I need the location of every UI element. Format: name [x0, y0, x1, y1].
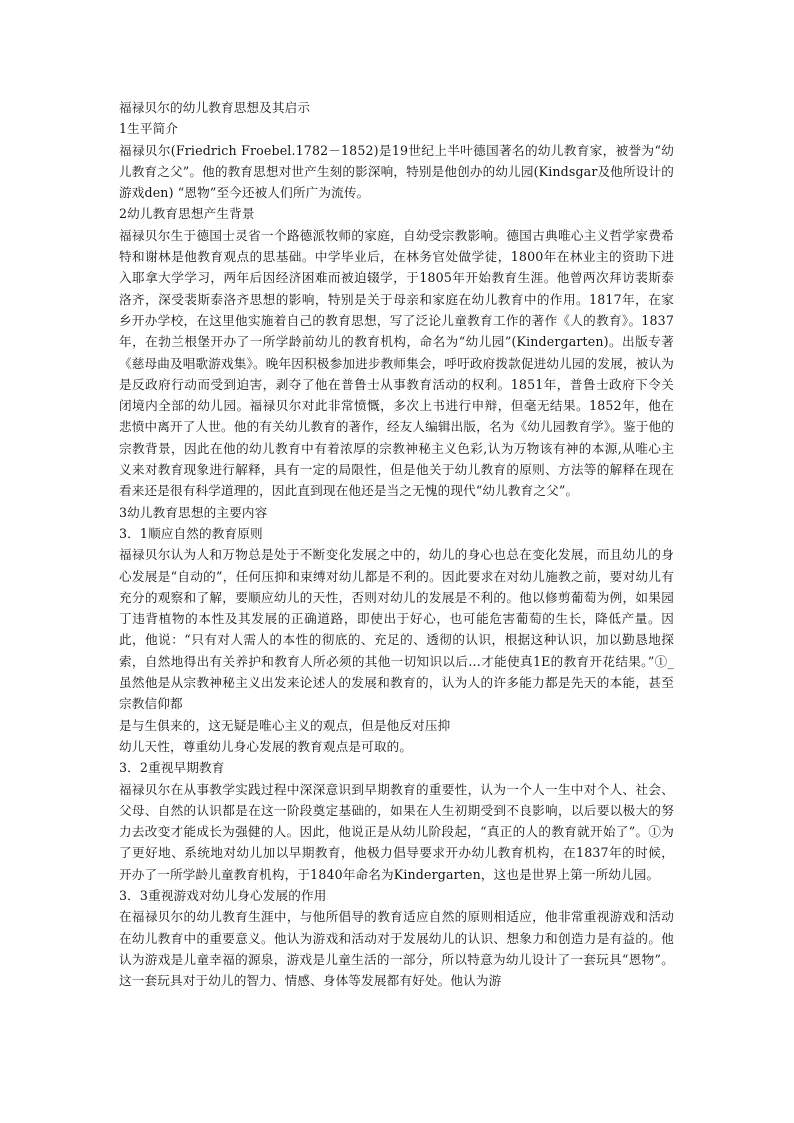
section-heading-background: 2幼儿教育思想产生背景: [119, 206, 255, 222]
section-heading-main-content: 3幼儿教育思想的主要内容: [119, 504, 268, 520]
biography-paragraph: 福禄贝尔(Friedrich Froebel.1782－1852)是19世纪上半叶德国著名的幼儿教育家，被誉为“幼儿教育之父”。他的教育思想对世产生刻的影深响，特别是他创办的幼儿园(Kindsgar及他所设计的游戏den) “恩物”至今还被人们所广为流传。: [119, 142, 674, 201]
section-heading-biography: 1生平简介: [119, 121, 179, 137]
subsection-heading-natural-principle: 3．1顺应自然的教育原则: [119, 525, 263, 541]
background-paragraph: 福禄贝尔生于德国士灵省一个路德派牧师的家庭，自幼受宗教影响。德国古典唯心主义哲学家费希特和谢林是他教育观点的思基础。中学毕业后，在林务官处做学徒，1800年在林业主的资助下进入耶拿大学学习，两年后因经济困难而被迫辍学，于1805年开始教育生涯。他曾两次拜访裴斯泰洛齐，深受裴斯泰洛齐思想的影响，特别是关于母亲和家庭在幼儿教育中的作用。1817年，在家乡开办学校，在这里他实施着自己的教育思想，写了泛论儿童教育工作的著作《人的教育》。1837年，在勃兰根堡开办了一所学龄前幼儿的教育机构，命名为“幼儿园”(Kindergarten)。出版专著《慈母曲及唱歌游戏集》。晚年因积极参加进步教师集会，呼吁政府拨款促进幼儿园的发展，被认为是反政府行动而受到迫害，剥夺了他在普鲁士从事教育活动的权利。1851年，普鲁士政府下令关闭境内全部的幼儿园。福禄贝尔对此非常愤慨，多次上书进行申辩，但毫无结果。1852年，他在悲愤中离开了人世。他的有关幼儿教育的著作，经友人编辑出版，名为《幼儿园教育学》。鉴于他的宗教背景，因此在他的幼儿教育中有着浓厚的宗教神秘主义色彩,认为万物该有神的本源,从唯心主义来对教育现象进行解释，具有一定的局限性，但是他关于幼儿教育的原则、方法等的解释在现在看来还是很有科学道理的，因此直到现在他还是当之无愧的现代“幼儿教育之父”。: [119, 227, 674, 499]
early-education-paragraph: 福禄贝尔在从事教学实践过程中深深意识到早期教育的重要性，认为一个人一生中对个人、社会、父母、自然的认识都是在这一阶段奠定基础的，如果在人生初期受到不良影响，以后要以极大的努力去改变才能成长为强健的人。因此，他说正是从幼儿阶段起，“真正的人的教育就开始了”。①为了更好地、系统地对幼儿加以早期教育，他极力倡导要求开办幼儿教育机构，在1837年的时候，开办了一所学龄儿童教育机构，于1840年命名为Kindergarten，这也是世界上第一所幼儿园。: [119, 781, 674, 882]
document-page: [119, 97, 674, 991]
play-paragraph: 在福禄贝尔的幼儿教育生涯中，与他所倡导的教育适应自然的原则相适应，他非常重视游戏和活动在幼儿教育中的重要意义。他认为游戏和活动对于发展幼儿的认识、想象力和创造力是有益的。他认为游戏是儿童幸福的源泉，游戏是儿童生活的一部分，所以特意为幼儿设计了一套玩具“恩物”。这一套玩具对于幼儿的智力、情感、身体等发展都有好处。他认为游: [119, 909, 674, 989]
natural-principle-paragraph: 福禄贝尔认为人和万物总是处于不断变化发展之中的，幼儿的身心也总在变化发展，而且幼儿的身心发展是“自动的”，任何压抑和束缚对幼儿都是不利的。因此要求在对幼儿施教之前，要对幼儿有充分的观察和了解，要顺应幼儿的天性，否则对幼儿的发展是不利的。他以修剪葡萄为例，如果园丁违背植物的本性及其发展的正确道路，即使出于好心，也可能危害葡萄的生长，降低产量。因此，他说：“只有对人需人的本性的彻底的、充足的、透彻的认识，根据这种认识，加以勤恳地探索，自然地得出有关养护和教育人所必须的其他一切知识以后…才能使真1E的教育开花结果。”①_虽然他是从宗教神秘主义出发来论述人的发展和教育的，认为人的许多能力都是先天的本能，甚至宗教信仰都: [119, 547, 674, 712]
subsection-heading-early-education: 3．2重视早期教育: [119, 760, 225, 776]
subsection-heading-play: 3．3重视游戏对幼儿身心发展的作用: [119, 887, 327, 903]
natural-principle-line-3: 幼儿天性，尊重幼儿身心发展的教育观点是可取的。: [119, 738, 413, 754]
document-title: 福禄贝尔的幼儿教育思想及其启示: [119, 100, 311, 115]
natural-principle-line-2: 是与生俱来的，这无疑是唯心主义的观点，但是他反对压抑: [119, 717, 451, 733]
